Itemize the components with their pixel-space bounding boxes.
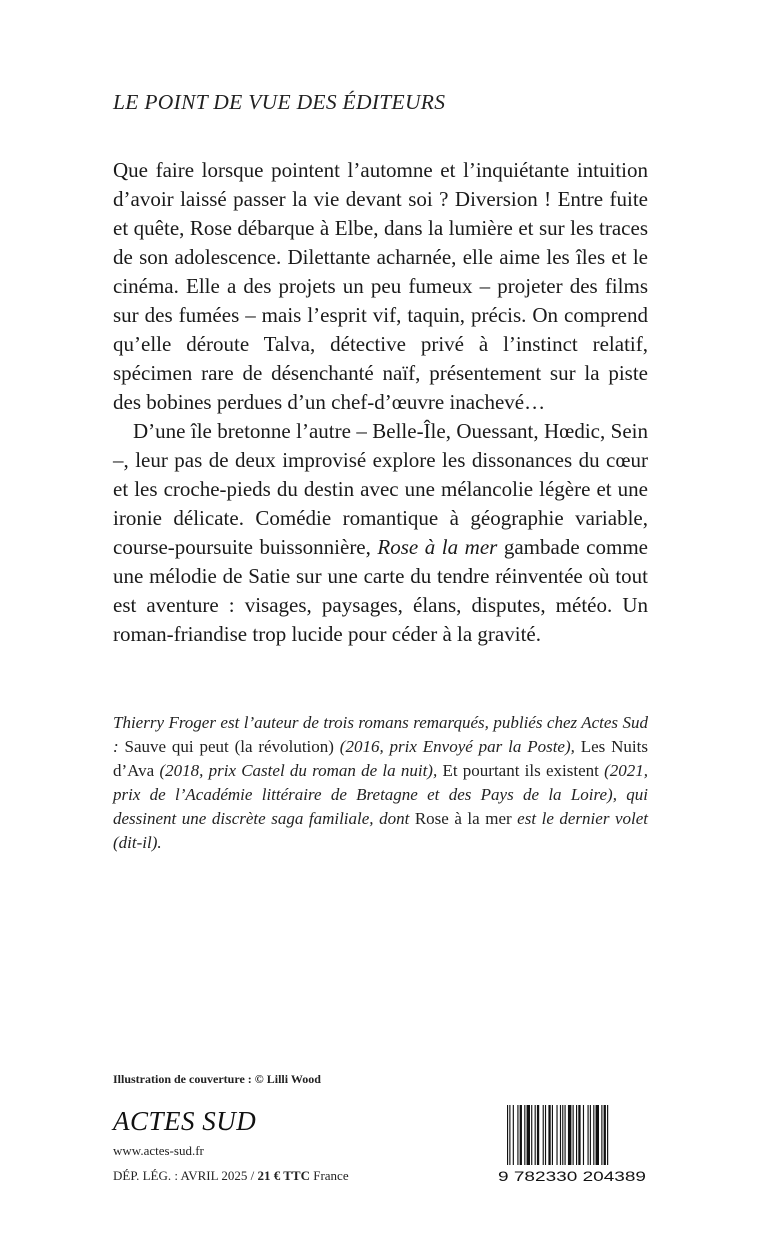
bio-text: Thierry Froger est l’auteur de trois romans remarqués, publiés chez Actes Sud : <box>113 713 648 756</box>
book-title: Sauve qui peut (la révolution) <box>124 737 334 756</box>
bio-text: (2018, prix Castel du roman de la nuit), <box>154 761 443 780</box>
price: 21 € TTC <box>257 1168 310 1183</box>
illustration-credit: Illustration de couverture : © Lilli Wood <box>113 1072 321 1086</box>
bio-text: est le dernier volet (dit-il). <box>113 809 648 852</box>
bio-paragraph <box>113 711 648 855</box>
barcode-bar <box>593 1105 594 1165</box>
book-title: Rose à la mer <box>414 809 512 828</box>
barcode-bar <box>527 1105 530 1165</box>
barcode-bar <box>509 1105 510 1165</box>
barcode-bars <box>507 1105 608 1165</box>
barcode-bar <box>507 1105 508 1165</box>
bio-text: (2016, prix Envoyé par la Poste), <box>333 737 581 756</box>
barcode-bar <box>576 1105 577 1165</box>
barcode-bar <box>517 1105 518 1165</box>
barcode-bar <box>560 1105 561 1165</box>
barcode-bar <box>545 1105 546 1165</box>
publisher-logo: ACTES SUD <box>113 1106 257 1136</box>
barcode-bar <box>556 1105 557 1165</box>
barcode-bar <box>604 1105 606 1165</box>
price-country: France <box>309 1168 349 1183</box>
author-bio <box>113 711 648 855</box>
blurb-text: D’une île bretonne l’autre – Belle-Île, Ouessant, Hœdic, Sein –, leur pas de deux improvisé explore les dissonances du cœur et les croche-pieds du destin avec une mélancolie légère et une ironie délicate. Comédie romantique à géographie variable, course-poursuite buissonnière, <box>113 419 648 559</box>
blurb-paragraph-2 <box>113 417 648 649</box>
legal-line <box>113 1168 349 1184</box>
barcode-bar <box>578 1105 580 1165</box>
barcode-bar <box>535 1105 536 1165</box>
barcode-bar <box>552 1105 553 1165</box>
barcode-bar <box>524 1105 525 1165</box>
book-title: Les Nuits d’Ava <box>113 737 648 780</box>
bio-text: (2021, prix de l’Académie littéraire de Bretagne et des Pays de la Loire), qui dessinent une discrète saga familiale, dont <box>113 761 648 828</box>
barcode-bar <box>548 1105 550 1165</box>
barcode-bar <box>520 1105 522 1165</box>
barcode-bar <box>531 1105 532 1165</box>
section-title: LE POINT DE VUE DES ÉDITEURS <box>113 90 446 114</box>
barcode-icon <box>497 1105 647 1183</box>
book-title: Et pourtant ils existent <box>442 761 599 780</box>
blurb-text: gambade comme une mélodie de Satie sur une carte du tendre réinventée où tout est aventure : visages, paysages, élans, disputes, météo. Un roman-friandise trop lucide pour céder à la gravité. <box>113 535 648 646</box>
blurb-paragraph-1: Que faire lorsque pointent l’automne et l’inquiétante intuition d’avoir laissé passer la vie devant soi ? Diversion ! Entre fuite et quête, Rose débarque à Elbe, dans la lumière et sur les traces de son adolescence. Dilettante acharnée, elle aime les îles et le cinéma. Elle a des projets un peu fumeux – projeter des films sur des fumées – mais l’esprit vif, taquin, précis. On comprend qu’elle déroute Talva, détective privé à l’instinct relatif, spécimen rare de désenchanté naïf, présentement sur la piste des bobines perdues d’un chef-d’œuvre inachevé… <box>113 158 648 414</box>
barcode-bar <box>568 1105 571 1165</box>
barcode-bar <box>562 1105 563 1165</box>
barcode-bar <box>537 1105 539 1165</box>
publisher-blurb <box>113 156 648 649</box>
barcode-bar <box>596 1105 599 1165</box>
publisher-website: www.actes-sud.fr <box>113 1143 204 1158</box>
barcode-bar <box>565 1105 566 1165</box>
legal-deposit: DÉP. LÉG. : AVRIL 2025 / <box>113 1168 258 1183</box>
barcode-bar <box>583 1105 584 1165</box>
barcode-bar <box>601 1105 602 1165</box>
isbn-number: 9 782330 204389 <box>498 1168 647 1183</box>
barcode-bar <box>543 1105 544 1165</box>
book-title: Rose à la mer <box>377 535 498 559</box>
barcode-bar <box>590 1105 591 1165</box>
barcode-bar <box>607 1105 608 1165</box>
barcode-bar <box>513 1105 514 1165</box>
barcode-bar <box>573 1105 574 1165</box>
barcode-bar <box>588 1105 589 1165</box>
